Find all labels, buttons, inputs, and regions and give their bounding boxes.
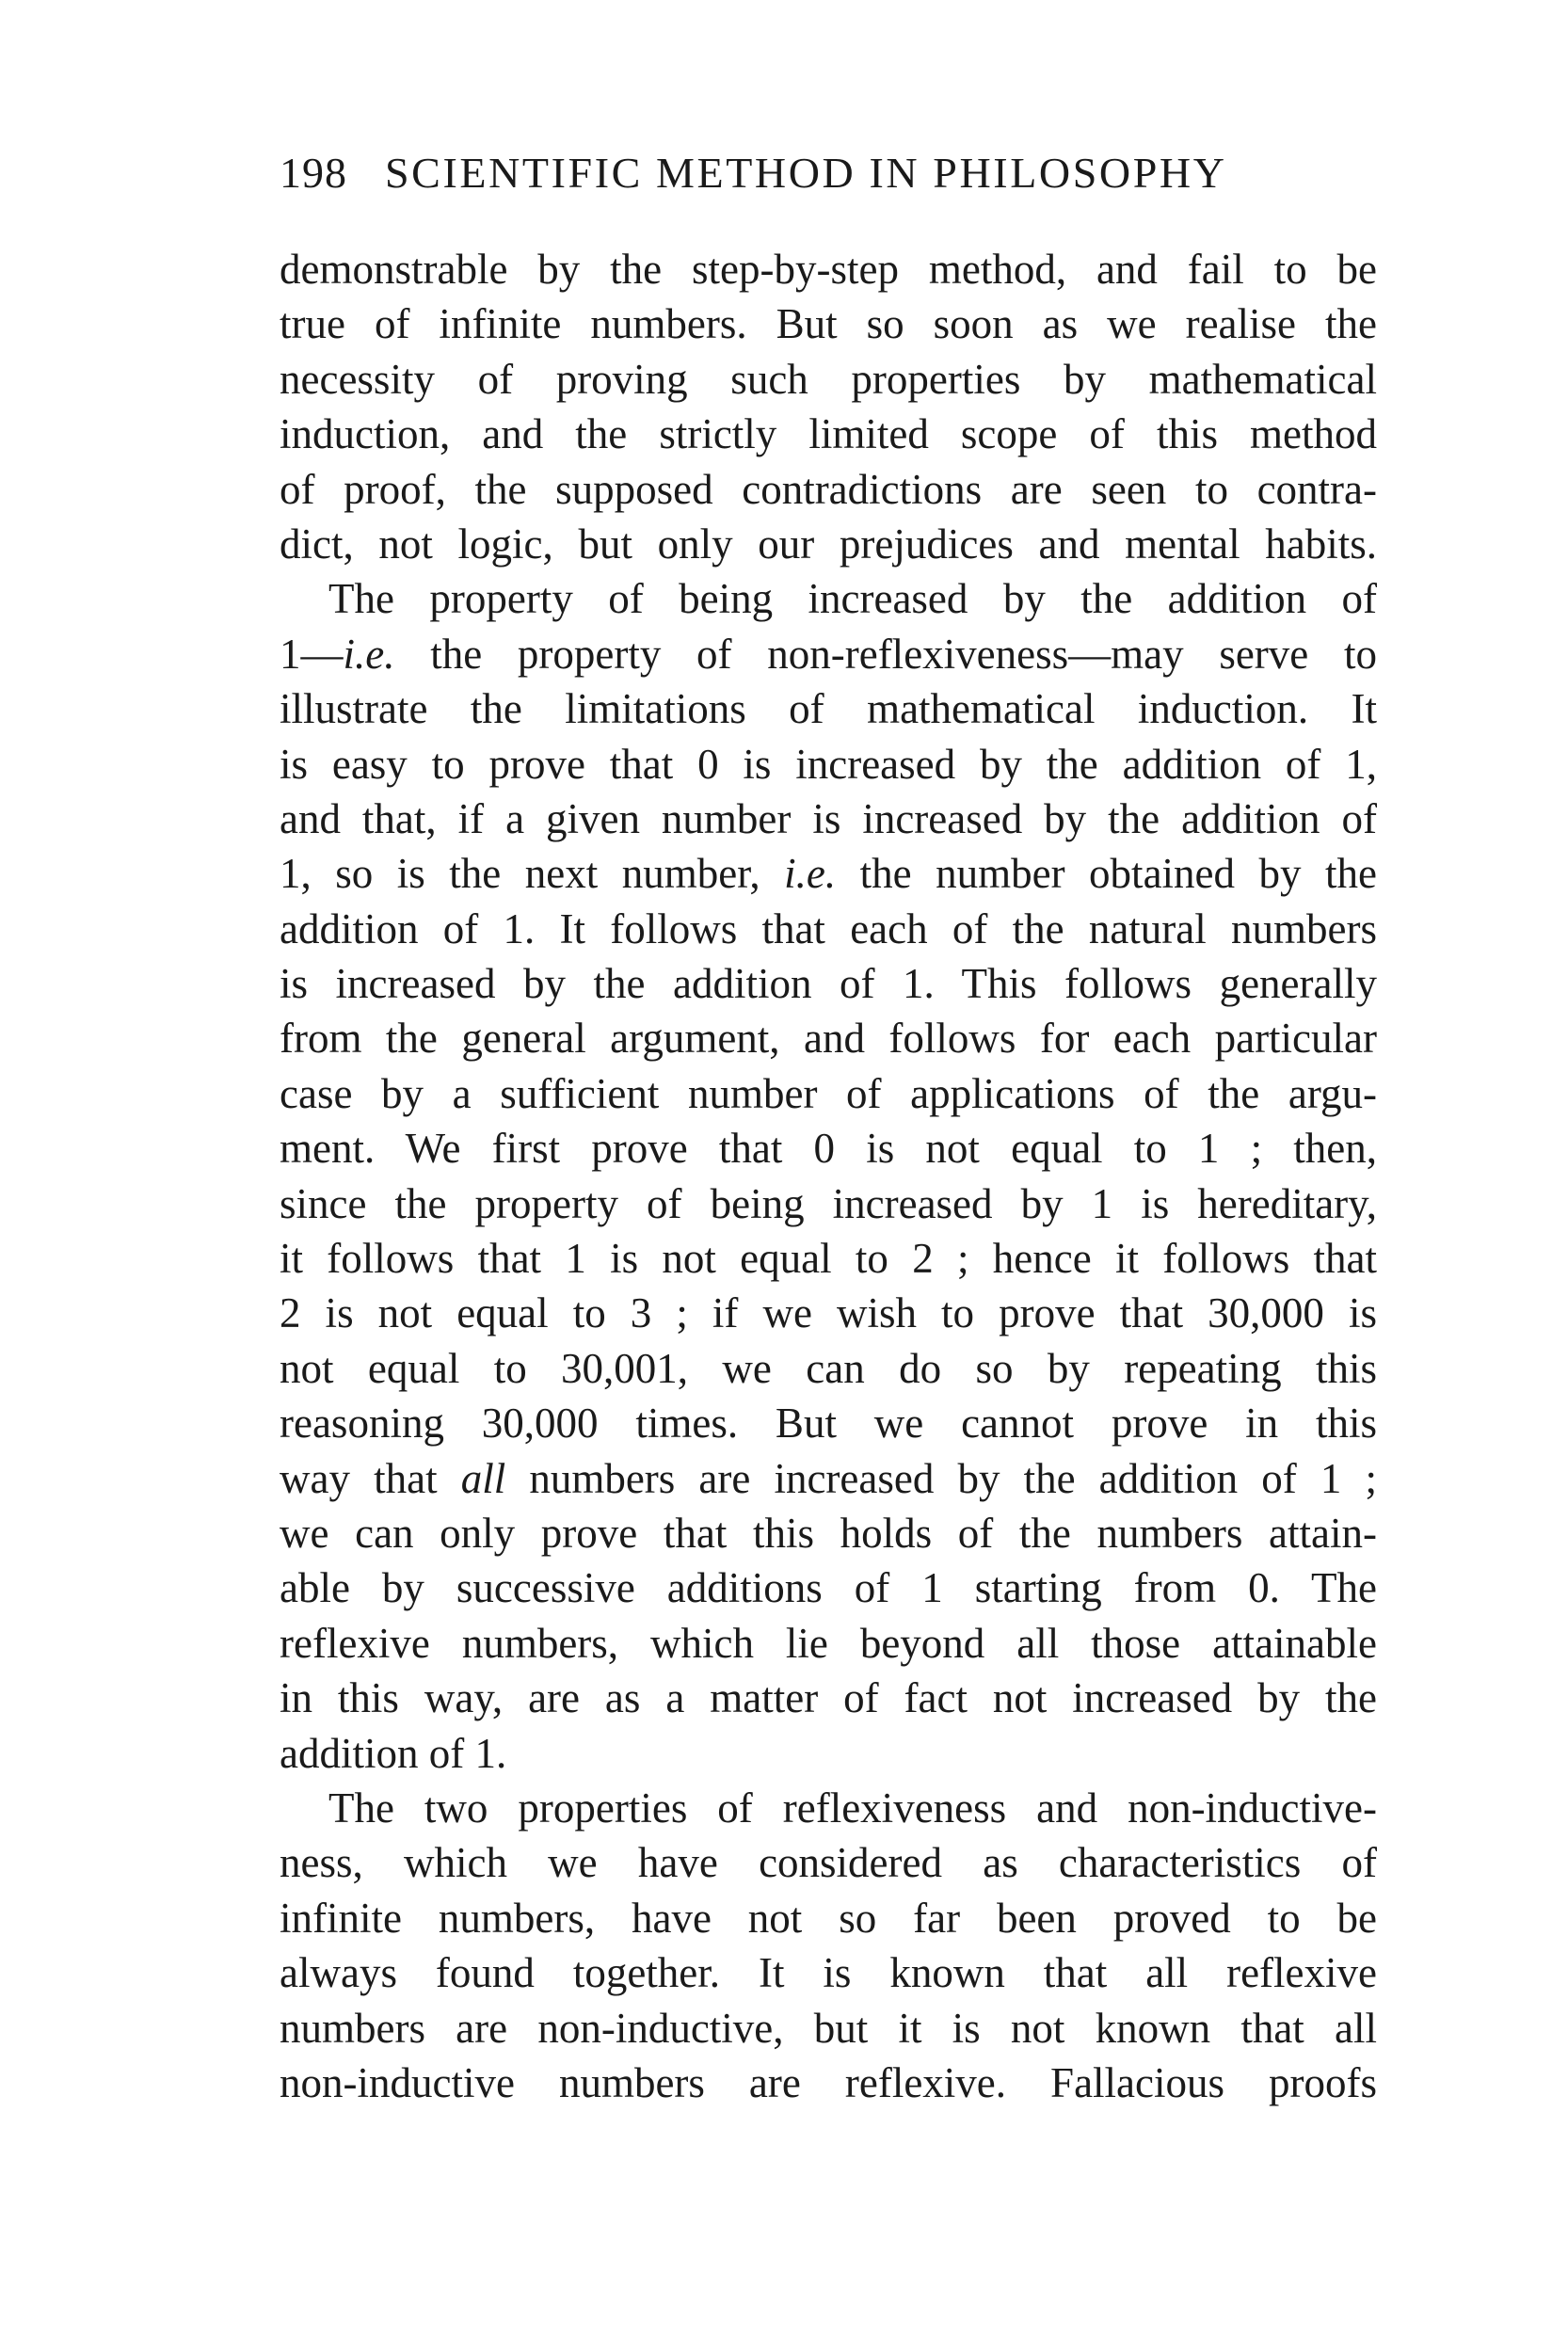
text-line: 2 is not equal to 3 ; if we wish to prove that 30,000 is (280, 1289, 1377, 1337)
italic-text: i.e. (784, 850, 837, 898)
text-line: addition of 1. It follows that each of the natural numbers (280, 904, 1377, 952)
text-line: we can only prove that this holds of the numbers attain- (280, 1509, 1377, 1557)
text-line (280, 1451, 1377, 1506)
text-line: and that, if a given number is increased by the addition of (280, 794, 1377, 842)
text-line: is increased by the addition of 1. This follows generally (280, 960, 1377, 1008)
text-segment: way that (280, 1454, 461, 1502)
text-line: of proof, the supposed contradictions are seen to contra- (280, 465, 1377, 513)
text-line: is easy to prove that 0 is increased by the addition of 1, (280, 740, 1377, 788)
text-line: in this way, are as a matter of fact not increased by the (280, 1674, 1377, 1722)
text-line (280, 846, 1377, 901)
italic-text: i.e. (343, 630, 395, 678)
text-line: case by a sufficient number of applications of the argu- (280, 1069, 1377, 1117)
text-line: ment. We first prove that 0 is not equal to 1 ; then, (280, 1125, 1377, 1173)
paragraph (280, 242, 1377, 571)
text-line: The two properties of reflexiveness and non-inductive- (328, 1784, 1377, 1832)
text-line: non-inductive numbers are reflexive. Fallacious proofs (280, 2058, 1377, 2106)
body-text (280, 242, 1377, 2110)
paragraph (280, 571, 1377, 1781)
text-segment: 1— (280, 630, 344, 678)
running-title: SCIENTIFIC METHOD IN PHILOSOPHY (385, 149, 1227, 197)
text-line: true of infinite numbers. But so soon as we realise the (280, 300, 1377, 348)
text-line: illustrate the limitations of mathematical induction. It (280, 685, 1377, 733)
text-line: able by successive additions of 1 starting from 0. The (280, 1564, 1377, 1612)
text-line: reflexive numbers, which lie beyond all those attainable (280, 1619, 1377, 1667)
text-line: it follows that 1 is not equal to 2 ; hence it follows that (280, 1235, 1377, 1283)
text-line: The property of being increased by the addition of (328, 575, 1377, 623)
page-number: 198 (280, 149, 347, 197)
text-line: since the property of being increased by 1 is hereditary, (280, 1179, 1377, 1227)
text-line: not equal to 30,001, we can do so by repeating this (280, 1344, 1377, 1392)
text-line: necessity of proving such properties by mathematical (280, 355, 1377, 403)
italic-text: all (460, 1454, 506, 1502)
text-segment: numbers are increased by the addition of 1 ; (505, 1454, 1377, 1502)
text-line: reasoning 30,000 times. But we cannot prove in this (280, 1400, 1377, 1448)
running-header (280, 143, 1377, 203)
text-line (280, 627, 1377, 681)
text-segment: the number obtained by the (836, 850, 1377, 898)
text-line: addition of 1. (280, 1729, 507, 1777)
text-line: numbers are non-inductive, but it is not known that all (280, 2004, 1377, 2052)
text-line: from the general argument, and follows for each particular (280, 1015, 1377, 1063)
paragraph (280, 1781, 1377, 2110)
text-line: always found together. It is known that all reflexive (280, 1949, 1377, 1997)
text-line: infinite numbers, have not so far been proved to be (280, 1894, 1377, 1942)
text-segment: the property of non-reflexiveness—may serve to (394, 630, 1377, 678)
text-line: dict, not logic, but only our prejudices and mental habits. (280, 520, 1377, 568)
text-segment: 1, so is the next number, (280, 850, 785, 898)
text-line: induction, and the strictly limited scope of this method (280, 410, 1377, 458)
text-line: ness, which we have considered as characteristics of (280, 1839, 1377, 1887)
text-line: demonstrable by the step-by-step method, and fail to be (280, 246, 1377, 293)
